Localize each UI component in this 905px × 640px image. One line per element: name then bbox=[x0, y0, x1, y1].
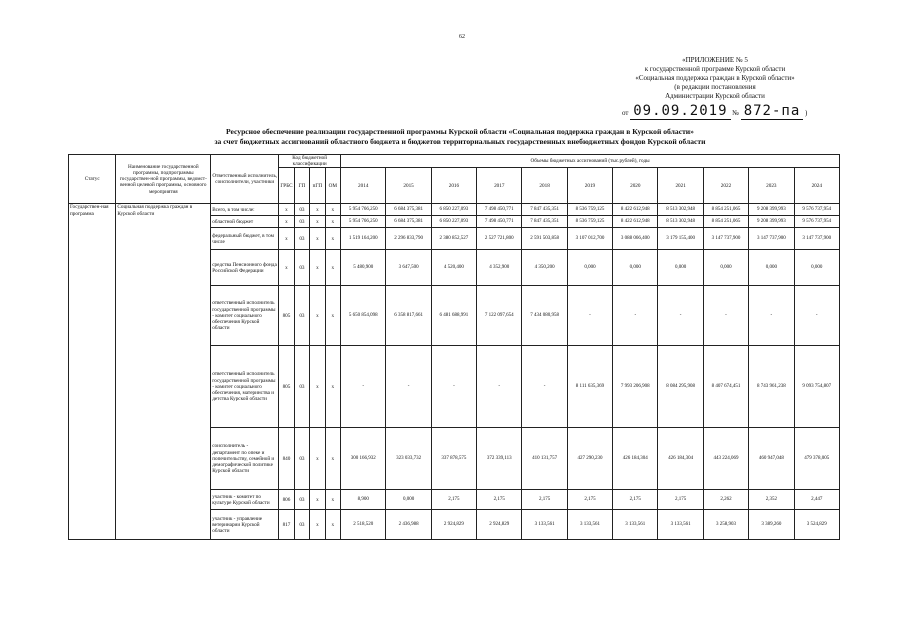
value-cell: 7 847 435,351 bbox=[522, 216, 567, 228]
code-cell: 805 bbox=[279, 346, 294, 428]
value-cell: 8,900 bbox=[341, 490, 386, 510]
header-status: Статус bbox=[69, 155, 116, 204]
code-cell: х bbox=[325, 510, 340, 540]
value-cell: 6 850 227,093 bbox=[431, 216, 476, 228]
value-cell: 5 954 766,250 bbox=[341, 216, 386, 228]
header-year-col: 2014 bbox=[341, 168, 386, 204]
value-cell: 337 878,575 bbox=[431, 428, 476, 490]
row-label: ответственный исполнитель государственной программы - комитет социального обеспечения, материнства и детства Курской области bbox=[211, 346, 279, 428]
value-cell: 8 111 635,369 bbox=[567, 346, 612, 428]
code-cell: 840 bbox=[279, 428, 294, 490]
header-year-col: 2024 bbox=[794, 168, 840, 204]
resource-table bbox=[68, 154, 840, 540]
program-name: Социальная поддержка граждан в Курской области bbox=[116, 204, 211, 540]
value-cell: 6 358 817,661 bbox=[386, 286, 431, 346]
value-cell: 0,000 bbox=[749, 250, 794, 286]
value-cell: 8 536 759,125 bbox=[567, 204, 612, 216]
document-subtitle: за счет бюджетных ассигнований областного бюджета и бюджетов территориальных государственных внебюджетных фондов Курской области bbox=[214, 137, 706, 146]
value-cell: - bbox=[703, 286, 748, 346]
row-label: соисполнитель - департамент по опеке и попечительству, семейной и демографической политике Курской области bbox=[211, 428, 279, 490]
value-cell: - bbox=[431, 346, 476, 428]
header-responsible: Ответственный исполнитель, соисполнители, участники bbox=[211, 155, 279, 204]
value-cell: 9 576 737,954 bbox=[794, 204, 840, 216]
header-year-col: 2022 bbox=[703, 168, 748, 204]
value-cell: 7 847 435,351 bbox=[522, 204, 567, 216]
value-cell: 3 133,561 bbox=[658, 510, 703, 540]
value-cell: 2 380 852,527 bbox=[431, 228, 476, 250]
value-cell: 8 084 295,908 bbox=[658, 346, 703, 428]
value-cell: 426 184,304 bbox=[613, 428, 658, 490]
appendix-header bbox=[600, 56, 830, 101]
value-cell: 9 208 399,993 bbox=[749, 204, 794, 216]
value-cell: 4 352,900 bbox=[477, 250, 522, 286]
value-cell: 8 536 759,125 bbox=[567, 216, 612, 228]
header-year-col: 2023 bbox=[749, 168, 794, 204]
value-cell: - bbox=[567, 286, 612, 346]
value-cell: 426 184,304 bbox=[658, 428, 703, 490]
value-cell: 6 481 688,991 bbox=[431, 286, 476, 346]
value-cell: 2 924,829 bbox=[477, 510, 522, 540]
value-cell: 8 422 612,948 bbox=[613, 216, 658, 228]
row-label: участник - комитет по культуре Курской области bbox=[211, 490, 279, 510]
appendix-line: (в редакции постановления bbox=[674, 83, 756, 91]
code-cell: х bbox=[325, 286, 340, 346]
value-cell: 7 993 206,908 bbox=[613, 346, 658, 428]
value-cell: - bbox=[341, 346, 386, 428]
value-cell: 2 924,829 bbox=[431, 510, 476, 540]
value-cell: 410 131,757 bbox=[522, 428, 567, 490]
value-cell: 372 339,113 bbox=[477, 428, 522, 490]
value-cell: - bbox=[794, 286, 840, 346]
code-cell: 03 bbox=[294, 346, 309, 428]
code-cell: 805 bbox=[279, 286, 294, 346]
value-cell: 2,175 bbox=[567, 490, 612, 510]
value-cell: 0,000 bbox=[386, 490, 431, 510]
value-cell: 4 520,400 bbox=[431, 250, 476, 286]
value-cell: 443 224,069 bbox=[703, 428, 748, 490]
value-cell: 479 378,005 bbox=[794, 428, 840, 490]
value-cell: 8 854 251,065 bbox=[703, 204, 748, 216]
code-cell: 03 bbox=[294, 510, 309, 540]
value-cell: 427 290,230 bbox=[567, 428, 612, 490]
value-cell: 2,175 bbox=[658, 490, 703, 510]
value-cell: 5 954 766,250 bbox=[341, 204, 386, 216]
value-cell: - bbox=[386, 346, 431, 428]
value-cell: 8 854 251,065 bbox=[703, 216, 748, 228]
header-year-col: 2020 bbox=[613, 168, 658, 204]
code-cell: х bbox=[279, 250, 294, 286]
value-cell: 3 179 155,400 bbox=[658, 228, 703, 250]
value-cell: 3 524,829 bbox=[794, 510, 840, 540]
code-cell: х bbox=[279, 216, 294, 228]
value-cell: 2,262 bbox=[703, 490, 748, 510]
value-cell: - bbox=[658, 286, 703, 346]
value-cell: 6 684 375,381 bbox=[386, 204, 431, 216]
appendix-line: Администрации Курской области bbox=[665, 92, 765, 100]
value-cell: 2 591 503,858 bbox=[522, 228, 567, 250]
value-cell: 7 498 450,771 bbox=[477, 216, 522, 228]
header-expenses-group: Объемы бюджетных ассигнований (тыс.рублей), годы bbox=[341, 155, 840, 168]
code-cell: х bbox=[279, 228, 294, 250]
appendix-line: «Социальная поддержка граждан в Курской области» bbox=[635, 74, 795, 82]
value-cell: 3 389,260 bbox=[749, 510, 794, 540]
appendix-title: «ПРИЛОЖЕНИЕ № 5 bbox=[682, 56, 748, 64]
header-code-col: ГП bbox=[294, 168, 309, 204]
header-name: Наименование государственной программы, подпрограммы государствен-ной программы, ведомст-венной целевой программы, основного мероприятия bbox=[116, 155, 211, 204]
value-cell: - bbox=[477, 346, 522, 428]
header-code-col: ГРБС bbox=[279, 168, 294, 204]
value-cell: 0,000 bbox=[703, 250, 748, 286]
value-cell: 8 513 302,948 bbox=[658, 204, 703, 216]
decree-from-label: от bbox=[622, 109, 629, 117]
row-label: средства Пенсионного фонда Российской Федерации bbox=[211, 250, 279, 286]
value-cell: 3 133,561 bbox=[522, 510, 567, 540]
header-year-col: 2018 bbox=[522, 168, 567, 204]
value-cell: 1 519 164,200 bbox=[341, 228, 386, 250]
row-label: областной бюджет bbox=[211, 216, 279, 228]
header-year-col: 2021 bbox=[658, 168, 703, 204]
value-cell: 0,000 bbox=[658, 250, 703, 286]
value-cell: 3 133,561 bbox=[613, 510, 658, 540]
code-cell: 03 bbox=[294, 204, 309, 216]
value-cell: 2,175 bbox=[522, 490, 567, 510]
value-cell: 3 147 737,900 bbox=[703, 228, 748, 250]
code-cell: х bbox=[310, 286, 325, 346]
value-cell: 323 033,732 bbox=[386, 428, 431, 490]
value-cell: 300 166,932 bbox=[341, 428, 386, 490]
value-cell: 3 147 737,900 bbox=[794, 228, 840, 250]
value-cell: 5 480,900 bbox=[341, 250, 386, 286]
value-cell: 3 107 012,700 bbox=[567, 228, 612, 250]
value-cell: 4 350,200 bbox=[522, 250, 567, 286]
value-cell: 7 498 450,771 bbox=[477, 204, 522, 216]
code-cell: 03 bbox=[294, 286, 309, 346]
code-cell: х bbox=[310, 510, 325, 540]
value-cell: 3 088 066,400 bbox=[613, 228, 658, 250]
value-cell: 0,000 bbox=[567, 250, 612, 286]
value-cell: - bbox=[613, 286, 658, 346]
table-row bbox=[69, 204, 840, 216]
code-cell: х bbox=[325, 346, 340, 428]
page-number: 62 bbox=[459, 34, 465, 40]
appendix-line: к государственной программе Курской области bbox=[644, 65, 786, 73]
value-cell: 9 576 737,954 bbox=[794, 216, 840, 228]
value-cell: 3 147 737,900 bbox=[749, 228, 794, 250]
code-cell: х bbox=[310, 204, 325, 216]
value-cell: 2 296 833,790 bbox=[386, 228, 431, 250]
code-cell: х bbox=[310, 216, 325, 228]
value-cell: 3 647,500 bbox=[386, 250, 431, 286]
value-cell: 2,352 bbox=[749, 490, 794, 510]
value-cell: 2 527 721,800 bbox=[477, 228, 522, 250]
value-cell: 0,000 bbox=[794, 250, 840, 286]
header-year-col: 2015 bbox=[386, 168, 431, 204]
code-cell: 03 bbox=[294, 428, 309, 490]
code-cell: х bbox=[325, 490, 340, 510]
code-cell: х bbox=[325, 428, 340, 490]
value-cell: 2 518,520 bbox=[341, 510, 386, 540]
value-cell: 9 208 399,993 bbox=[749, 216, 794, 228]
value-cell: - bbox=[522, 346, 567, 428]
header-year-col: 2019 bbox=[567, 168, 612, 204]
value-cell: 2,175 bbox=[477, 490, 522, 510]
value-cell: 9 093 754,807 bbox=[794, 346, 840, 428]
value-cell: 8 407 674,451 bbox=[703, 346, 748, 428]
value-cell: 460 947,048 bbox=[749, 428, 794, 490]
value-cell: 3 258,903 bbox=[703, 510, 748, 540]
code-cell: 03 bbox=[294, 250, 309, 286]
document-title: Ресурсное обеспечение реализации государственной программы Курской области «Социальная поддержка граждан в Курской области» bbox=[226, 127, 694, 136]
value-cell: 7 434 080,958 bbox=[522, 286, 567, 346]
value-cell: 2,175 bbox=[431, 490, 476, 510]
value-cell: 0,000 bbox=[613, 250, 658, 286]
value-cell: 8 422 612,948 bbox=[613, 204, 658, 216]
code-cell: х bbox=[310, 228, 325, 250]
code-cell: х bbox=[325, 216, 340, 228]
header-code-group: Код бюджетной классификации bbox=[279, 155, 341, 168]
code-cell: 817 bbox=[279, 510, 294, 540]
header-year-col: 2017 bbox=[477, 168, 522, 204]
code-cell: х bbox=[310, 250, 325, 286]
code-cell: 03 bbox=[294, 490, 309, 510]
header-code-col: ОМ bbox=[325, 168, 340, 204]
value-cell: 2,447 bbox=[794, 490, 840, 510]
value-cell: 2,175 bbox=[613, 490, 658, 510]
decree-close: ) bbox=[805, 109, 808, 117]
code-cell: 806 bbox=[279, 490, 294, 510]
value-cell: 8 743 961,238 bbox=[749, 346, 794, 428]
row-label: Всего, в том числе: bbox=[211, 204, 279, 216]
code-cell: х bbox=[325, 204, 340, 216]
value-cell: 5 650 854,098 bbox=[341, 286, 386, 346]
code-cell: х bbox=[279, 204, 294, 216]
value-cell: 8 513 302,948 bbox=[658, 216, 703, 228]
code-cell: х bbox=[310, 428, 325, 490]
decree-number-label: № bbox=[732, 109, 739, 117]
value-cell: 6 850 227,093 bbox=[431, 204, 476, 216]
decree-number: 872-па bbox=[741, 103, 804, 120]
code-cell: х bbox=[310, 346, 325, 428]
row-label: федеральный бюджет, в том числе bbox=[211, 228, 279, 250]
value-cell: 3 133,561 bbox=[567, 510, 612, 540]
code-cell: 03 bbox=[294, 228, 309, 250]
decree-date: 09.09.2019 bbox=[630, 103, 730, 120]
decree-line bbox=[622, 103, 842, 119]
header-code-col: пГП bbox=[310, 168, 325, 204]
code-cell: х bbox=[310, 490, 325, 510]
header-year-col: 2016 bbox=[431, 168, 476, 204]
value-cell: 6 684 375,381 bbox=[386, 216, 431, 228]
value-cell: 7 122 097,654 bbox=[477, 286, 522, 346]
code-cell: х bbox=[325, 250, 340, 286]
program-status: Государствен-ная программа bbox=[69, 204, 116, 540]
value-cell: 2 436,988 bbox=[386, 510, 431, 540]
value-cell: - bbox=[749, 286, 794, 346]
row-label: участник - управление ветеринарии Курской области bbox=[211, 510, 279, 540]
row-label: ответственный исполнитель государственной программы - комитет социального обеспечения Курской области bbox=[211, 286, 279, 346]
code-cell: 03 bbox=[294, 216, 309, 228]
code-cell: х bbox=[325, 228, 340, 250]
